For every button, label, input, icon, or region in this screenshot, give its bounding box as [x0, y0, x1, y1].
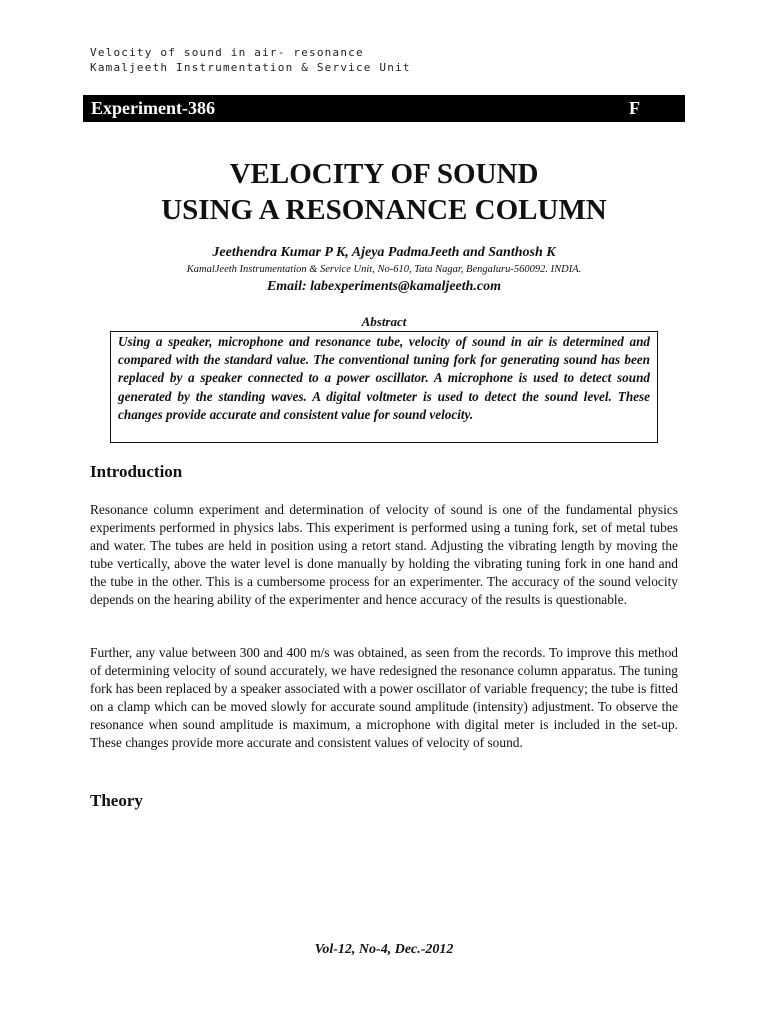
experiment-code: F [629, 98, 640, 118]
page-title [0, 156, 768, 228]
title-line-2: USING A RESONANCE COLUMN [161, 194, 607, 226]
abstract-box [110, 331, 658, 443]
title-line-1: VELOCITY OF SOUND [229, 158, 539, 190]
abstract-heading: Abstract [361, 314, 407, 329]
introduction-heading: Introduction [90, 462, 183, 481]
affiliation: KamalJeeth Instrumentation & Service Unit, No-610, Tata Nagar, Bengaluru-560092. INDIA. [186, 264, 582, 275]
footer-issue: Vol-12, No-4, Dec.-2012 [314, 942, 454, 957]
introduction-paragraph-1: Resonance column experiment and determination of velocity of sound is one of the fundamental physics experiments performed in physics labs. This experiment is performed using a tuning fork, set of metal tubes and water. The tubes are held in position using a retort stand. Adjusting the vibrating length by moving the tube vertically, above the water level is done manually by holding the vibrating tuning fork in one hand and the tube in the other. This is a cumbersome process for an experimenter. The accuracy of the sound velocity depends on the hearing ability of the experimenter and hence accuracy of the results is questionable. [90, 502, 678, 607]
email: Email: labexperiments@kamaljeeth.com [266, 279, 502, 294]
authors: Jeethendra Kumar P K, Ajeya PadmaJeeth and Santhosh K [212, 245, 556, 260]
abstract-text: Using a speaker, microphone and resonance tube, velocity of sound in air is determined and compared with the standard value. The conventional tuning fork for generating sound has been replaced by a speaker connected to a power oscillator. A microphone is used to detect sound generated by the standing waves. A digital voltmeter is used to detect the sound level. These changes provide accurate and consistent value for sound velocity. [118, 334, 650, 422]
introduction-paragraph-2: Further, any value between 300 and 400 m/s was obtained, as seen from the records. To improve this method of determining velocity of sound accurately, we have redesigned the resonance column apparatus. The tuning fork has been replaced by a speaker associated with a power oscillator of variable frequency; the tube is fitted on a clamp which can be moved slowly for accurate sound amplitude (intensity) adjustment. To observe the resonance when sound amplitude is maximum, a microphone with digital meter is included in the set-up. These changes provide more accurate and consistent values of velocity of sound. [90, 645, 678, 750]
experiment-bar [83, 95, 685, 122]
theory-heading: Theory [90, 791, 143, 810]
running-head-publisher: Kamaljeeth Instrumentation & Service Unit [90, 61, 411, 74]
running-head [90, 45, 411, 75]
running-head-title: Velocity of sound in air- resonance [90, 46, 364, 59]
experiment-number: Experiment-386 [91, 98, 215, 118]
